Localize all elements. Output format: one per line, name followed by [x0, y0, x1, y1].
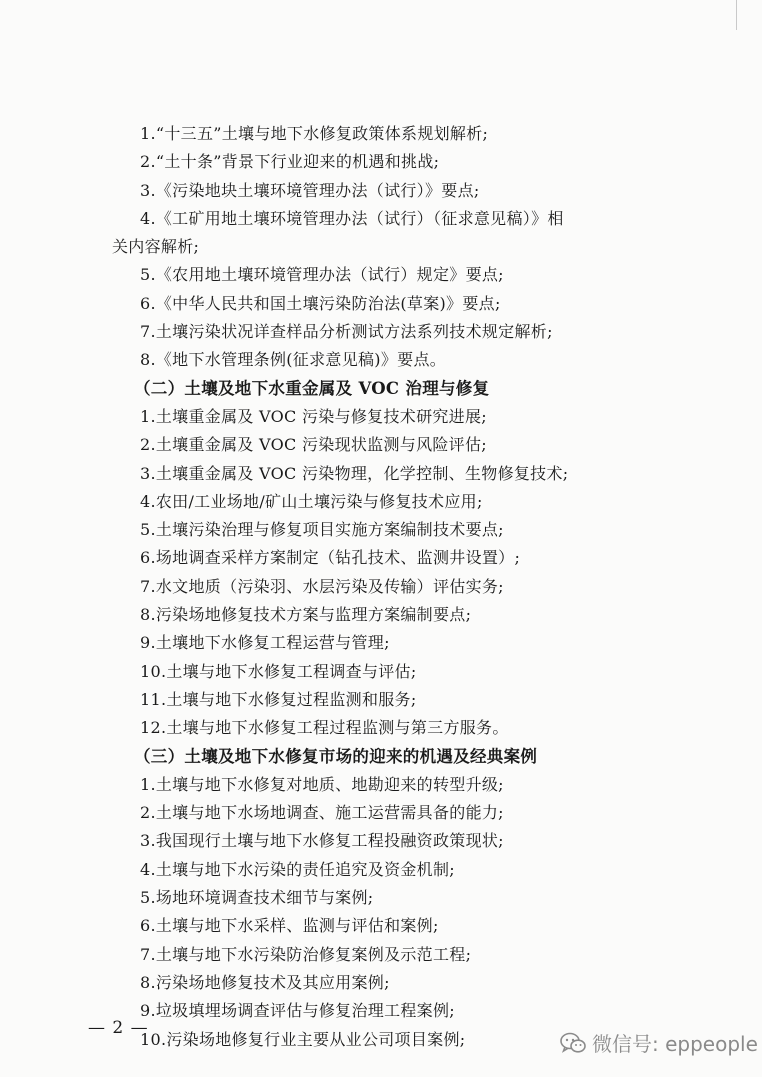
list-item: 9.垃圾填埋场调查评估与修复治理工程案例;: [140, 1001, 455, 1021]
list-item: 1.土壤重金属及 VOC 污染与修复技术研究进展;: [140, 406, 487, 426]
list-item: 5.《农用地土壤环境管理办法（试行）规定》要点;: [140, 265, 504, 285]
list-item: 8.《地下水管理条例(征求意见稿)》要点。: [140, 350, 447, 370]
list-item: 3.我国现行土壤与地下水修复工程投融资政策现状;: [140, 831, 504, 851]
list-item: 4.农田/工业场地/矿山土壤污染与修复技术应用;: [140, 491, 483, 511]
list-item: 1.土壤与地下水修复对地质、地勘迎来的转型升级;: [140, 774, 504, 794]
list-item: 5.场地环境调查技术细节与案例;: [140, 888, 374, 908]
list-item: 10.污染场地修复行业主要从业公司项目案例;: [140, 1029, 466, 1049]
list-item: 6.《中华人民共和国土壤污染防治法(草案)》要点;: [140, 293, 501, 313]
list-item: 2.“土十条”背景下行业迎来的机遇和挑战;: [140, 152, 440, 172]
list-item: 1.“十三五”土壤与地下水修复政策体系规划解析;: [140, 124, 489, 143]
list-item: 3.土壤重金属及 VOC 污染物理，化学控制、生物修复技术;: [140, 463, 569, 483]
list-item: 7.水文地质（污染羽、水层污染及传输）评估实务;: [140, 576, 504, 596]
list-item: 10.土壤与地下水修复工程调查与评估;: [140, 661, 417, 681]
list-item: 4.土壤与地下水污染的责任追究及资金机制;: [140, 859, 455, 879]
page-edge-mark: [736, 0, 737, 30]
list-item: 2.土壤重金属及 VOC 污染现状监测与风险评估;: [140, 435, 487, 455]
list-item: 4.《工矿用地土壤环境管理办法（试行）（征求意见稿）》相: [140, 208, 564, 228]
list-item: 8.污染场地修复技术及其应用案例;: [140, 972, 390, 992]
list-item: 3.《污染地块土壤环境管理办法（试行）》要点;: [140, 180, 480, 200]
list-item: 5.土壤污染治理与修复项目实施方案编制技术要点;: [140, 520, 504, 540]
list-item: 6.场地调查采样方案制定（钻孔技术、监测井设置）;: [140, 548, 521, 568]
list-item: 8.污染场地修复技术方案与监理方案编制要点;: [140, 605, 472, 625]
watermark: [560, 1028, 758, 1057]
document-body: [112, 120, 642, 1054]
list-item: 9.土壤地下水修复工程运营与管理;: [140, 633, 390, 653]
list-item: 12.土壤与地下水修复工程过程监测与第三方服务。: [140, 718, 509, 738]
section-heading-2: （二）土壤及地下水重金属及 VOC 治理与修复: [134, 378, 490, 398]
list-item: 7.土壤污染状况详查样品分析测试方法系列技术规定解析;: [140, 322, 553, 342]
list-item: 11.土壤与地下水修复过程监测和服务;: [140, 689, 417, 709]
watermark-text: 微信号: eppeople: [592, 1032, 758, 1056]
page-number: — 2 —: [88, 1018, 149, 1038]
list-item-continuation: 关内容解析;: [112, 237, 200, 257]
list-item: 7.土壤与地下水污染防治修复案例及示范工程;: [140, 944, 472, 964]
section-heading-3: （三）土壤及地下水修复市场的迎来的机遇及经典案例: [134, 746, 538, 766]
list-item: 2.土壤与地下水场地调查、施工运营需具备的能力;: [140, 803, 504, 823]
wechat-icon: [560, 1032, 586, 1054]
list-item: 6.土壤与地下水采样、监测与评估和案例;: [140, 916, 439, 936]
